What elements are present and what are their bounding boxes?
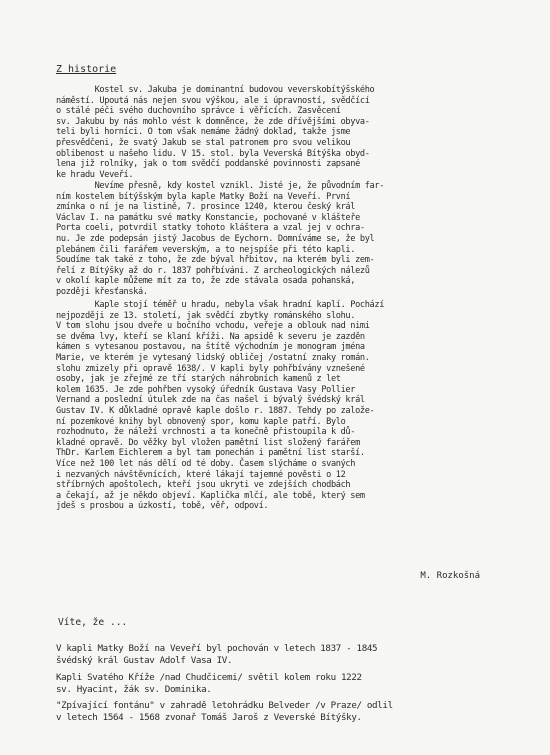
fact-item: "Zpívající fontánu" v zahradě letohrádku Belveder /v Praze/ odlil v letech 1564 - 1568 zvonař Tomáš Jaroš z Veverské Bítýšky.	[56, 700, 393, 723]
section-heading: Z historie	[56, 64, 117, 75]
article-paragraph-2: Nevíme přesně, kdy kostel vznikl. Jisté je, že původním far- ním kostelem bítýšským byla kaple Matky Boží na Veveří. První zmínka o ní je na listině, 7. prosince 1240, kterou český král Václav I. na památku své matky Konstancie, pochované v klášteře Porta coeli, potvrdil statky tohoto kláštera a vzal jej v ochra- nu. Je zde podepsán jistý Jacobus de Eychorn. Domníváme se, že byl plebánem čili farářem veverským, a to nejspíše při této kapli. Soudíme tak také z toho, že zde býval hřbitov, na kterém byli zem- řelí z Bítýšky až do r. 1837 pohřbíváni. Z archeologických nálezů v okolí kaple můžeme mít za to, že zde stávala osada pohanská, později křesťanská.	[56, 181, 385, 297]
fact-item: Kapli Svatého Kříže /nad Chudčicemi/ světil kolem roku 1222 sv. Hyacint, žák sv. Dominika.	[56, 672, 362, 695]
article-paragraph-3: Kaple stojí téměř u hradu, nebyla však hradní kaplí. Pochází nejpozději ze 13. století, jak svědčí zbytky románského slohu. V tom slohu jsou dveře u bočního vchodu, veřeje a oblouk nad nimi se dvěma lvy, kteří se klaní kříži. Na apsidě k severu je zazděn kámen s vytesanou postavou, na štítě východním je monogram jména Marie, ve kterém je vytesaný lidský obličej /ostatní znaky román. slohu zmizely při opravě 1638/. V kapli byly pohřbívány vznešené osoby, jak je zřejmé ze tří starých náhrobních kamenů z let kolem 1635. Je zde pohřben vysoký úředník Gustava Vasy Pollier Vernand a poslední útulek zde na čas našel i bývalý švédský král Gustav IV. K důkladné opravě kaple došlo r. 1887. Tehdy po založe- ní pozemkové knihy byl obnovený spor, komu kaple patří. Bylo rozhodnuto, že náleží vrchnosti a ta konečně přistoupila k dů- kladné opravě. Do věžky byl vložen pamětní list složený farářem ThDr. Karlem Eichlerem a byl tam ponechán i pamětní list starší. Více než 100 let nás dělí od té doby. Časem slýcháme o svaných i nezvaných návštěvnících, které lákají tajemné pověsti o 12 stříbrných apoštolech, kteří jsou ukryti ve zdejších chodbách a čekají, až je někdo objeví. Kaplička mlčí, ale tobě, který sem jdeš s prosbou a úzkostí, tobě, věř, odpoví.	[56, 300, 385, 512]
fact-item: V kapli Matky Boží na Veveří byl pochován v letech 1837 - 1845 švédský král Gustav Adolf Vasa IV.	[56, 643, 378, 666]
article-paragraph-1: Kostel sv. Jakuba je dominantní budovou veverskobítýšského náměstí. Upoutá nás nejen svou výškou, ale i úpravností, svědčící o stálé péči svého duchovního správce i věřících. Zasvěcení sv. Jakubu by nás mohlo vést k domněnce, že zde dřívějšími obyva- teli byli horníci. O tom však nemáme žádný doklad, takže jsme přesvědčeni, že svatý Jakub se stal patronem pro svou velikou oblibenost u našeho lidu. V 15. stol. byla Veverská Bítýška obyd- lena již rolníky, jak o tom svědčí poddanské povinnosti zapsané ke hradu Veveří.	[56, 85, 375, 180]
article-author: M. Rozkošná	[420, 571, 480, 581]
facts-intro: Víte, že ...	[58, 617, 128, 628]
